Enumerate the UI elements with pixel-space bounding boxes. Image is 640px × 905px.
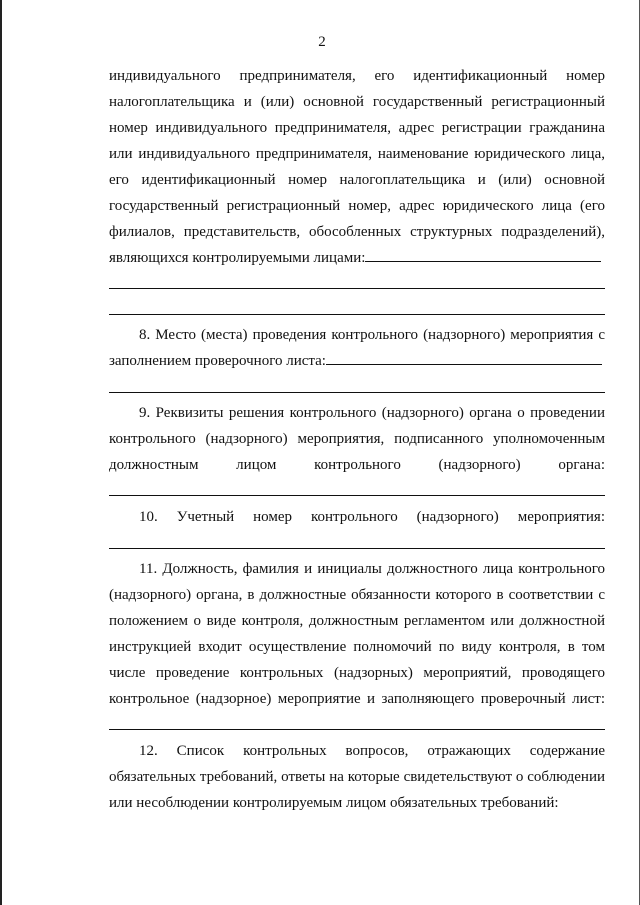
text-line: контрольное (надзорное) мероприятие и заполняющего проверочный лист:	[109, 691, 605, 707]
blank-field[interactable]	[365, 260, 601, 262]
blank-line[interactable]	[109, 495, 605, 496]
blank-line[interactable]	[109, 314, 605, 315]
text-line: налогоплательщика и (или) основной государственный регистрационный	[109, 94, 605, 110]
blank-line[interactable]	[109, 288, 605, 289]
text-line: контрольного (надзорного) мероприятия, подписанного уполномоченным	[109, 431, 605, 447]
text-line: или несоблюдении контролируемым лицом обязательных требований:	[109, 795, 559, 811]
item-12-heading: 12. Список контрольных вопросов, отражающих содержание	[139, 743, 605, 759]
item-9-heading: 9. Реквизиты решения контрольного (надзорного) органа о проведении	[139, 405, 605, 421]
blank-field[interactable]	[326, 363, 602, 365]
text-line: инструкцией входит осуществление полномочий по виду контроля, в том	[109, 639, 605, 655]
text-line: номер индивидуального предпринимателя, адрес регистрации гражданина	[109, 120, 605, 136]
item-8-heading: 8. Место (места) проведения контрольного (надзорного) мероприятия с	[139, 327, 605, 343]
blank-line[interactable]	[109, 392, 605, 393]
text-line: индивидуального предпринимателя, его идентификационный номер	[109, 68, 605, 84]
text-line: филиалов, представительств, обособленных структурных подразделений),	[109, 224, 605, 240]
text-line: его идентификационный номер налогоплательщика и (или) основной	[109, 172, 605, 188]
item-10-heading: 10. Учетный номер контрольного (надзорного) мероприятия:	[139, 509, 605, 525]
text-line: государственный регистрационный номер, адрес юридического лица (его	[109, 198, 605, 214]
text-line: должностным лицом контрольного (надзорного) органа:	[109, 457, 605, 473]
text-line: числе проведение контрольных (надзорных) мероприятий, проводящего	[109, 665, 605, 681]
page-number: 2	[318, 34, 326, 50]
blank-line[interactable]	[109, 729, 605, 730]
text-line-with-blank	[109, 245, 605, 271]
blank-line[interactable]	[109, 548, 605, 549]
text-line-with-blank	[109, 348, 605, 374]
text-line: являющихся контролируемыми лицами:	[109, 250, 366, 266]
text-line: заполнением проверочного листа:	[109, 353, 326, 369]
text-line: обязательных требований, ответы на которые свидетельствуют о соблюдении	[109, 769, 605, 785]
text-line: (надзорного) органа, в должностные обязанности которого в соответствии с	[109, 587, 605, 603]
text-line: или индивидуального предпринимателя, наименование юридического лица,	[109, 146, 605, 162]
item-11-heading: 11. Должность, фамилия и инициалы должностного лица контрольного	[139, 561, 605, 577]
text-line: положением о виде контроля, должностным регламентом или должностной	[109, 613, 605, 629]
